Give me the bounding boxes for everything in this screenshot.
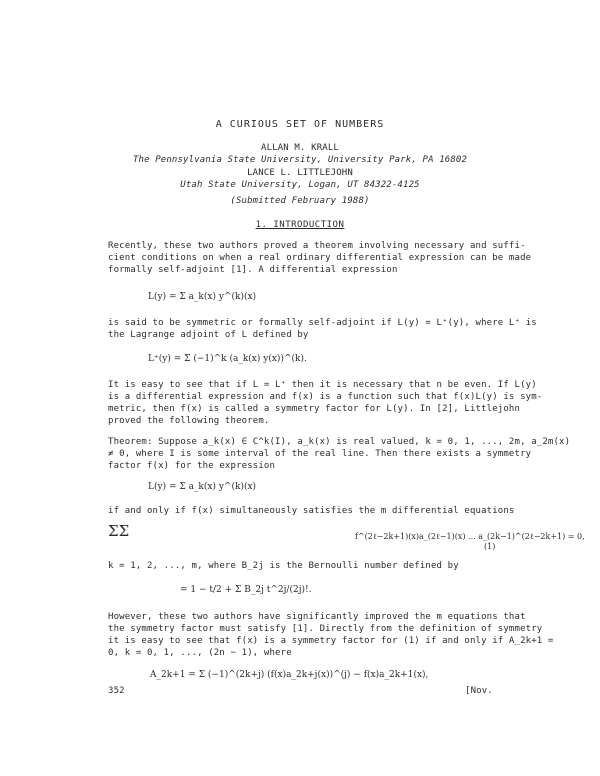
paragraph-line: Recently, these two authors proved a theorem involving necessary and suffi- xyxy=(108,241,526,251)
paragraph-line: formally self-adjoint [1]. A differential expression xyxy=(108,265,398,275)
equation-3: L(y) = Σ a_k(x) y^(k)(x) xyxy=(148,482,257,492)
paper-title: A CURIOUS SET OF NUMBERS xyxy=(215,119,385,130)
theorem-line: factor f(x) for the expression xyxy=(108,461,276,471)
paragraph-line: is said to be symmetric or formally self-adjoint if L(y) = L⁺(y), where L⁺ is xyxy=(108,318,537,328)
running-footer: [Nov. xyxy=(465,686,493,696)
paragraph-line: 0, k = 0, 1, ..., (2n − 1), where xyxy=(108,648,292,658)
paragraph-line: it is easy to see that f(x) is a symmetry factor for (1) if and only if A_2k+1 = xyxy=(108,636,554,646)
author-1: ALLAN M. KRALL xyxy=(261,143,339,153)
paragraph-line: However, these two authors have significantly improved the m equations that xyxy=(108,612,526,622)
paragraph-line: cient conditions on when a real ordinary differential expression can be made xyxy=(108,253,532,263)
affiliation-1: The Pennsylvania State University, University Park, PA 16802 xyxy=(132,155,468,165)
theorem-line: Theorem: Suppose a_k(x) ∈ C^k(I), a_k(x) is real valued, k = 0, 1, ..., 2m, a_2m(x) xyxy=(108,437,571,447)
paragraph-line: if and only if f(x) simultaneously satisfies the m differential equations xyxy=(108,506,515,516)
paragraph-line: the Lagrange adjoint of L defined by xyxy=(108,330,309,340)
paragraph-line: proved the following theorem. xyxy=(108,416,270,426)
equation-5: = 1 − t/2 + Σ B_2j t^2j/(2j)!. xyxy=(180,585,312,595)
equation-6: A_2k+1 = Σ (−1)^(2k+j) (f(x)a_2k+j(x))^(j) − f(x)a_2k+1(x), xyxy=(150,670,429,680)
equation-number: (1) xyxy=(484,542,496,551)
paragraph-line: is a differential expression and f(x) is a function such that f(x)L(y) is sym- xyxy=(108,392,543,402)
section-heading: 1. INTRODUCTION xyxy=(255,220,345,230)
submission-date: (Submitted February 1988) xyxy=(230,196,370,206)
equation-1: L(y) = Σ a_k(x) y^(k)(x) xyxy=(148,292,257,302)
paragraph-line: k = 1, 2, ..., m, where B_2j is the Bernoulli number defined by xyxy=(108,561,459,571)
paragraph-line: metric, then f(x) is called a symmetry factor for L(y). In [2], Littlejohn xyxy=(108,404,521,414)
theorem-line: ≠ 0, where I is some interval of the real line. Then there exists a symmetry xyxy=(108,449,532,459)
paragraph-line: It is easy to see that if L = L⁺ then it is necessary that n be even. If L(y) xyxy=(108,380,537,390)
equation-2: L⁺(y) = Σ (−1)^k (a_k(x) y(x))^(k). xyxy=(148,354,307,364)
paragraph-line: the symmetry factor must satisfy [1]. Directly from the definition of symmetry xyxy=(108,624,543,634)
affiliation-2: Utah State University, Logan, UT 84322-4125 xyxy=(180,180,420,190)
equation-4: f^(2ℓ−2k+1)(x)a_(2ℓ−1)(x) ... a_(2k−1)^(2ℓ−2k+1) = 0, xyxy=(355,532,585,541)
author-2: LANCE L. LITTLEJOHN xyxy=(247,168,353,178)
double-sum-sign: ΣΣ xyxy=(108,522,130,540)
page-number: 352 xyxy=(108,686,125,696)
